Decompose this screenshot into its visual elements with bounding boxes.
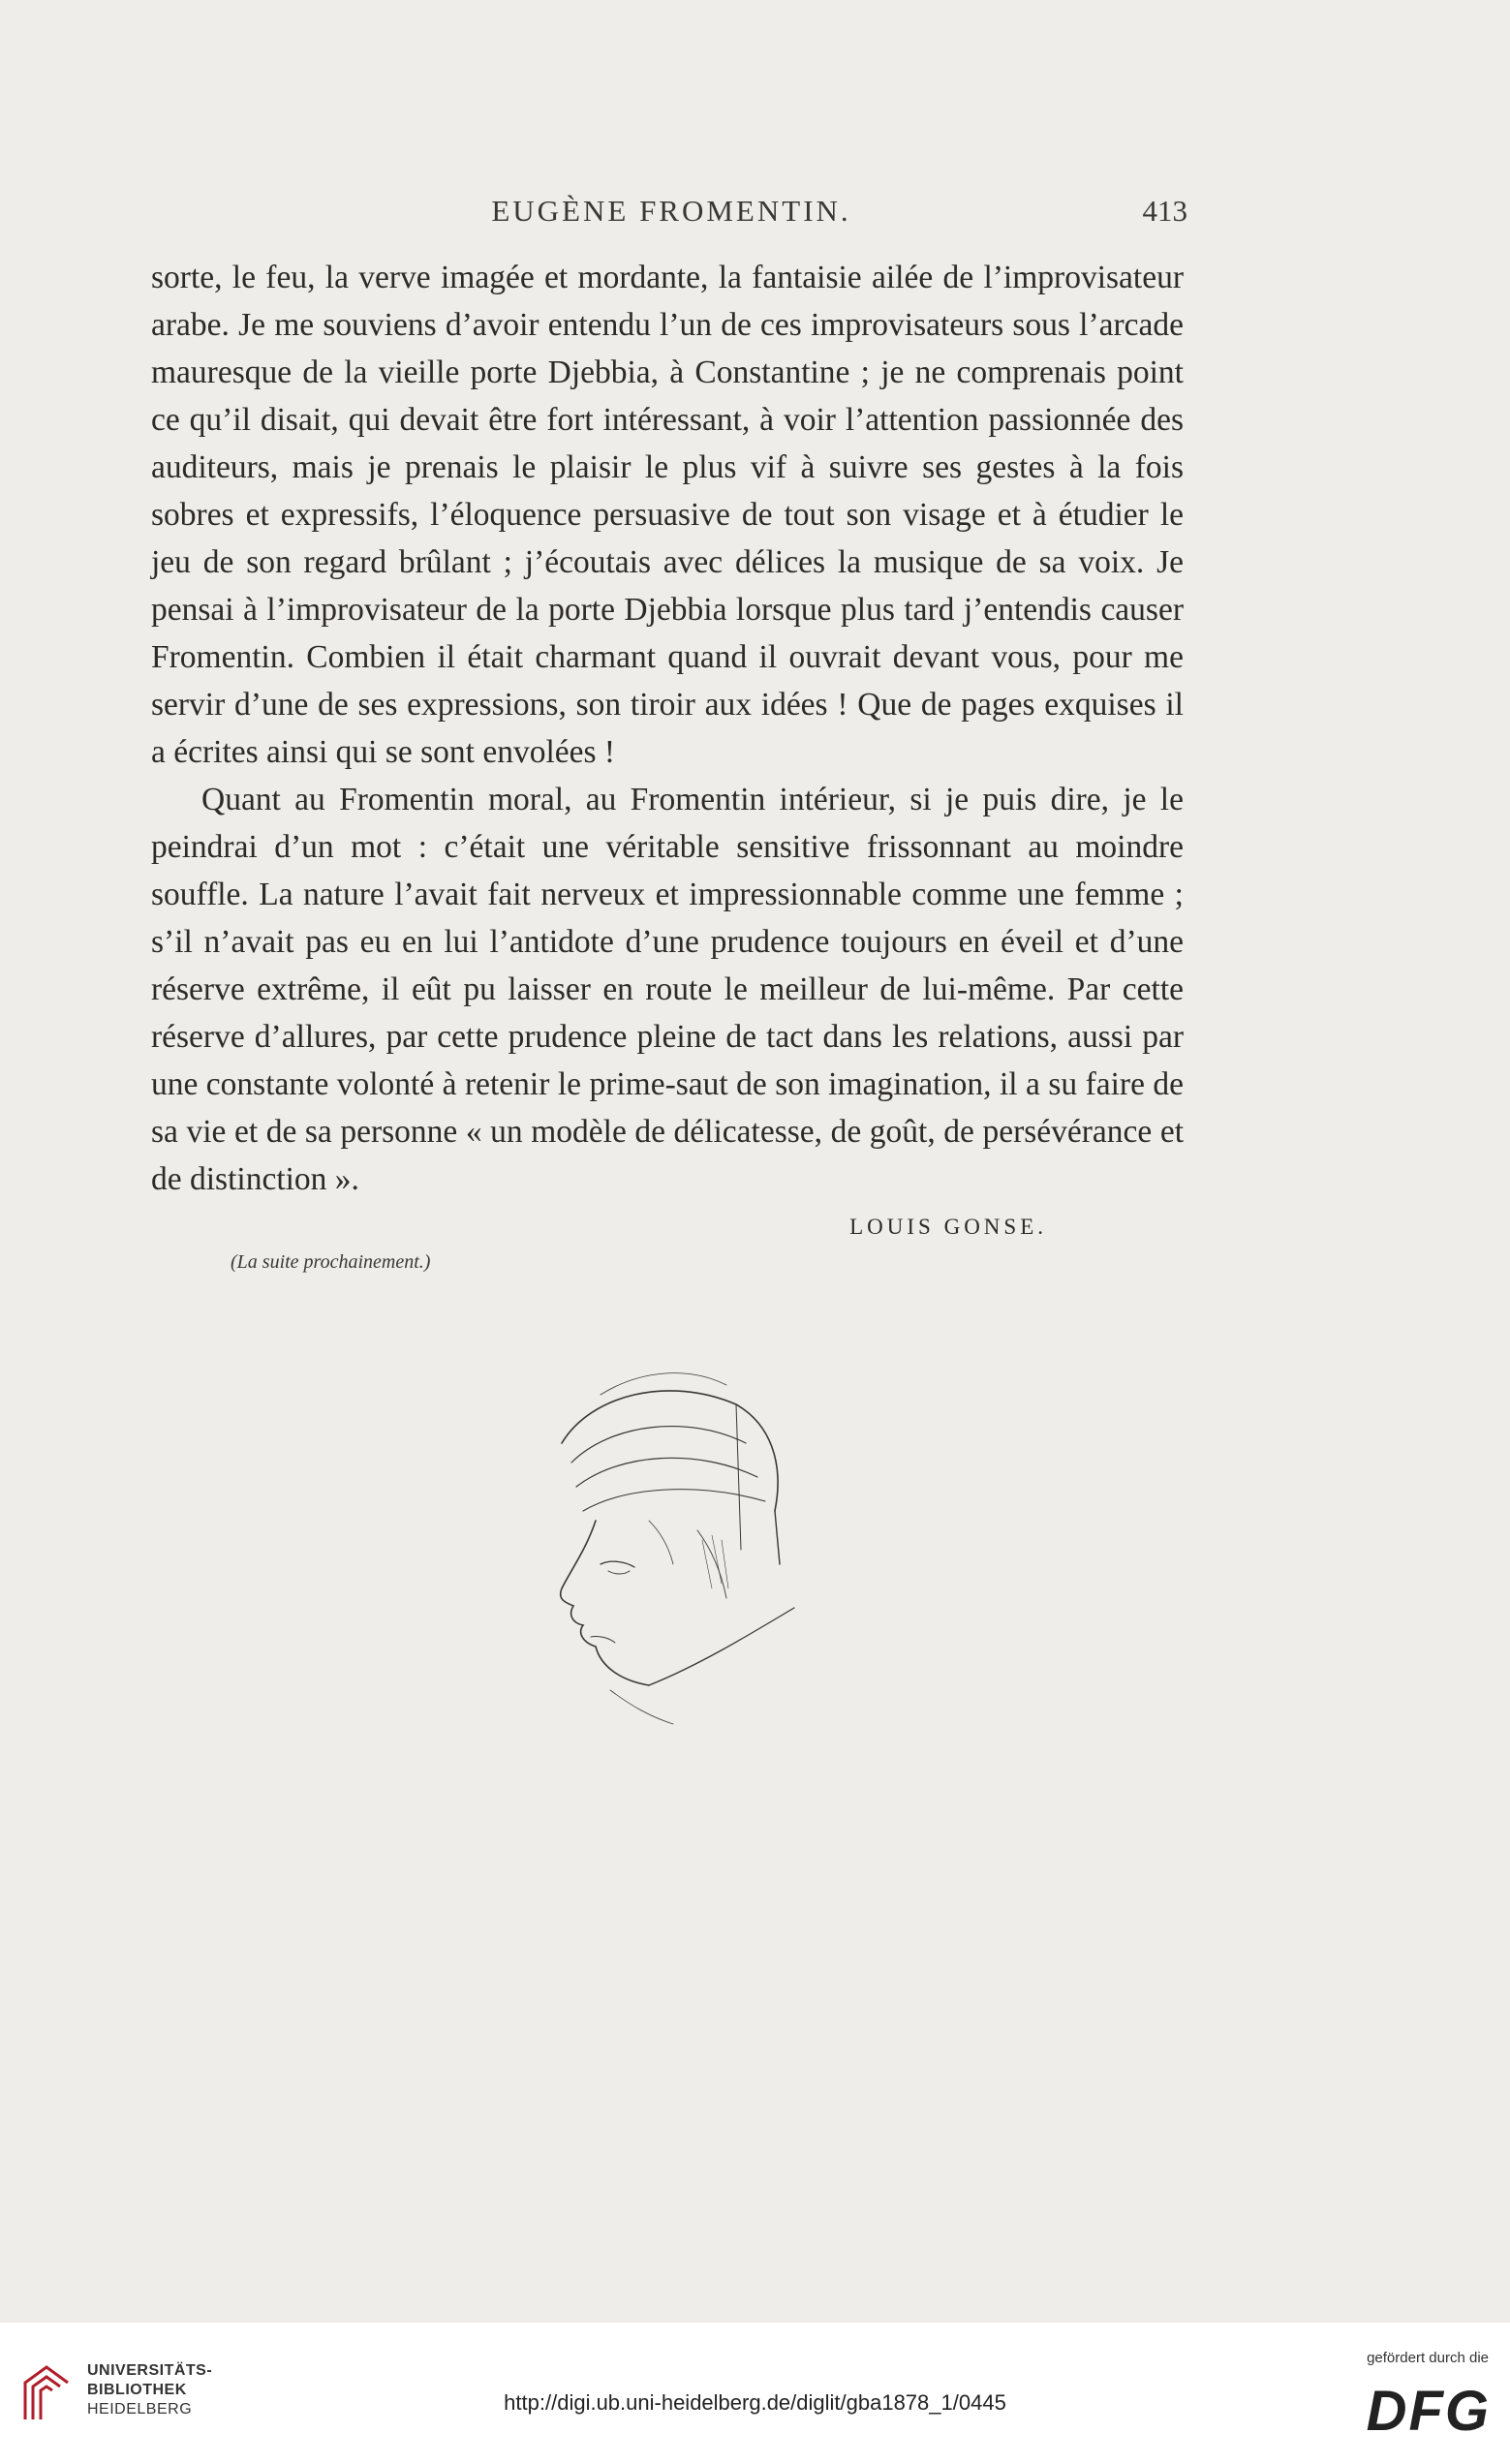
paragraph-2: Quant au Fromentin moral, au Fromentin intérieur, si je puis dire, je le peindrai d’un mot : c’était une véritable sensitive frissonnant au moindre souffle. La nature l’avait fait nerveux et impressionnable comme une femme ; s’il n’avait pas eu en lui l’antidote d’une prudence toujours en éveil et d’une réserve extrême, il eût pu laisser en route le meilleur de lui-même. Par cette réserve d’allures, par cette prudence pleine de tact dans les relations, aussi par une constante volonté à retenir le prime-saut de son imagination, il a su faire de sa vie et de sa personne « un modèle de délicatesse, de goût, de persévérance et de distinction ». <box>151 782 1184 1197</box>
page-number: 413 <box>1142 194 1187 228</box>
library-name-line-2: BIBLIOTHEK <box>87 2382 187 2398</box>
running-head <box>155 194 1187 232</box>
digitization-footer <box>0 2323 1510 2464</box>
library-name-line-3: HEIDELBERG <box>87 2401 193 2418</box>
paragraph-1: sorte, le feu, la verve imagée et mordante, la fantaisie ailée de l’improvisateur arabe. Je me souviens d’avoir entendu l’un de ces improvisateurs sous l’arcade mauresque de la vieille porte Djebbia, à Constantine ; je ne comprenais point ce qu’il disait, qui devait être fort intéressant, à voir l’attention passionnée des auditeurs, mais je prenais le plaisir le plus vif à suivre ses gestes à la fois sobres et expressifs, l’éloquence persuasive de tout son visage et à étudier le jeu de son regard brûlant ; j’écoutais avec délices la musique de sa voix. Je pensai à l’improvisateur de la porte Djebbia lorsque plus tard j’entendis causer Fromentin. Combien il était charmant quand il ouvrait devant vous, pour me servir d’une de ses expressions, son tiroir aux idées ! Que de pages exquises il a écrites ainsi qui se sont envolées ! <box>151 260 1184 770</box>
dfg-logo: DFG <box>1366 2380 1491 2443</box>
running-title: EUGÈNE FROMENTIN. <box>491 194 851 228</box>
funded-by-label: gefördert durch die <box>1367 2350 1489 2366</box>
article-body <box>151 254 1184 1203</box>
permalink-url[interactable]: http://digi.ub.uni-heidelberg.de/diglit/gba1878_1/0445 <box>504 2390 1006 2415</box>
continued-note: (La suite prochainement.) <box>231 1251 431 1273</box>
author-signature: LOUIS GONSE. <box>849 1215 1047 1239</box>
library-name-line-1: UNIVERSITÄTS- <box>87 2362 213 2379</box>
portrait-sketch-illustration <box>504 1356 814 1734</box>
